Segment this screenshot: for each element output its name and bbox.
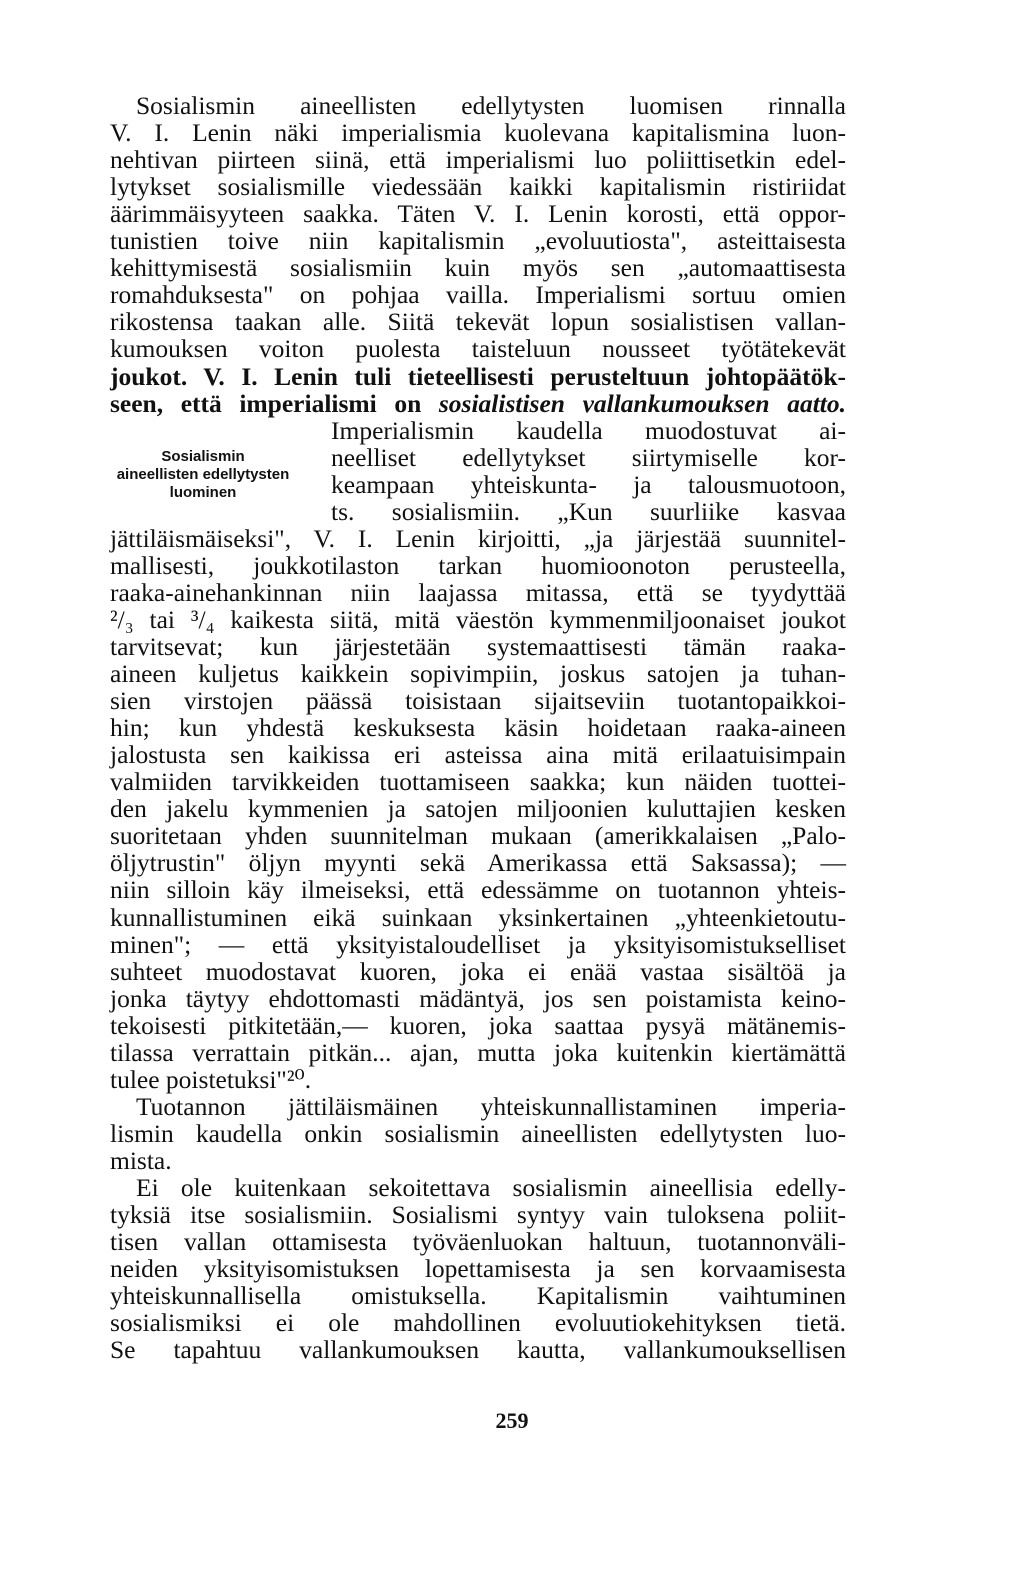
text-line: Tuotannon jättiläismäinen yhteiskunnallistaminen imperia- xyxy=(136,1091,846,1121)
text-line: niin silloin käy ilmeiseksi, että edessämme on tuotannon yhteis- xyxy=(110,875,846,905)
text-line: nehtivan piirteen siinä, että imperialismi luo poliittisetkin edel- xyxy=(110,145,846,175)
text-line: V. I. Lenin näki imperialismia kuolevana kapitalismina luon- xyxy=(110,118,846,148)
margin-heading-line: luominen xyxy=(169,484,237,501)
text-line: tunistien toive niin kapitalismin „evoluutiosta", asteittaisesta xyxy=(110,226,846,256)
margin-heading xyxy=(78,448,328,502)
text-line: tulee poistetuksi"²⁰. xyxy=(110,1064,312,1094)
emphasized-phrase: sosialistisen vallankumouksen aatto. xyxy=(438,388,846,418)
text-line: lismin kaudella onkin sosialismin aineellisten edellytysten luo- xyxy=(110,1118,846,1148)
text-line: öljytrustin" öljyn myynti sekä Amerikassa että Saksassa); — xyxy=(110,848,846,878)
text-line: Imperialismin kaudella muodostuvat ai- xyxy=(331,415,846,445)
text-line: Ei ole kuitenkaan sekoitettava sosialismin aineellisia edelly- xyxy=(136,1173,846,1202)
text-line: mallisesti, joukkotilaston tarkan huomioonoton perusteella, xyxy=(110,550,846,580)
text-line: seen, että imperialismi on sosialistisen vallankumouksen aatto. xyxy=(110,388,846,418)
text-line: Sosialismin aineellisten edellytysten luomisen rinnalla xyxy=(136,91,846,120)
text-line: mista. xyxy=(110,1145,172,1175)
text-line: sosialismiksi ei ole mahdollinen evoluutiokehityksen tietä. xyxy=(110,1308,846,1338)
text-line: jättiläismäiseksi", V. I. Lenin kirjoitti, „ja järjestää suunnitel- xyxy=(110,523,846,553)
text-line: neelliset edellytykset siirtymiselle kor- xyxy=(331,442,846,472)
text-line: aineen kuljetus kaikkein sopivimpiin, joskus satojen ja tuhan- xyxy=(110,659,846,689)
text-line: minen"; — että yksityistaloudelliset ja yksityisomistukselliset xyxy=(110,929,846,959)
page-number: 259 xyxy=(495,1408,529,1433)
text-line: kumouksen voiton puolesta taisteluun nousseet työtätekevät xyxy=(110,334,846,364)
text-line: jalostusta sen kaikissa eri asteissa aina mitä erilaatuisimpain xyxy=(110,740,846,770)
text-line: lytykset sosialismille viedessään kaikki kapitalismin ristiriidat xyxy=(110,172,846,202)
text-line: romahduksesta" on pohjaa vailla. Imperialismi sortuu omien xyxy=(110,280,846,310)
text-line: valmiiden tarvikkeiden tuottamiseen saakka; kun näiden tuottei- xyxy=(110,767,846,797)
text-line: raaka-ainehankinnan niin laajassa mitassa, että se tyydyttää xyxy=(110,577,846,607)
text-line: Se tapahtuu vallankumouksen kautta, vallankumouksellisen xyxy=(110,1335,846,1365)
text-line: neiden yksityisomistuksen lopettamisesta ja sen korvaamisesta xyxy=(110,1254,846,1284)
text-line: tekoisesti pitkitetään,— kuoren, joka saattaa pysyä mätänemis- xyxy=(110,1010,846,1040)
text-line: joukot. V. I. Lenin tuli tieteellisesti perusteltuun johtopäätök- xyxy=(110,361,846,391)
text-line: jonka täytyy ehdottomasti mädäntyä, jos sen poistamista keino- xyxy=(110,983,846,1013)
text-line: suhteet muodostavat kuoren, joka ei enää vastaa sisältöä ja xyxy=(110,956,846,986)
text-line: keampaan yhteiskunta- ja talousmuotoon, xyxy=(331,469,846,499)
text-line: tarvitsevat; kun järjestetään systemaattisesti tämän raaka- xyxy=(110,632,846,661)
text-line: äärimmäisyyteen saakka. Täten V. I. Lenin korosti, että oppor- xyxy=(110,199,846,229)
text-line: tisen vallan ottamisesta työväenluokan haltuun, tuotannonväli- xyxy=(110,1227,846,1257)
margin-heading-line: Sosialismin xyxy=(161,448,245,465)
margin-heading-line: aineellisten edellytysten xyxy=(116,466,290,483)
text-line: kunnallistuminen eikä suinkaan yksinkertainen „yhteenkietoutu- xyxy=(110,902,846,932)
text-line: tyksiä itse sosialismiin. Sosialismi syntyy vain tuloksena poliit- xyxy=(110,1200,846,1230)
text-line: ²/₃ tai ³/₄ kaikesta siitä, mitä väestön kymmenmiljoonaiset joukot xyxy=(110,604,846,634)
text-line: yhteiskunnallisella omistuksella. Kapitalismin vaihtuminen xyxy=(110,1281,846,1311)
text-line: ts. sosialismiin. „Kun suurliike kasvaa xyxy=(331,496,846,526)
text-line: den jakelu kymmenien ja satojen miljoonien kuluttajien kesken xyxy=(110,794,846,824)
text-line: tilassa verrattain pitkän... ajan, mutta joka kuitenkin kiertämättä xyxy=(110,1037,846,1067)
text-line: sien virstojen päässä toisistaan sijaitseviin tuotantopaikkoi- xyxy=(110,686,846,716)
text-line: suoritetaan yhden suunnitelman mukaan (amerikkalaisen „Palo- xyxy=(110,821,846,851)
text-line: hin; kun yhdestä keskuksesta käsin hoidetaan raaka-aineen xyxy=(110,713,846,743)
text-line: kehittymisestä sosialismiin kuin myös sen „automaattisesta xyxy=(110,253,846,283)
text-line: rikostensa taakan alle. Siitä tekevät lopun sosialistisen vallan- xyxy=(110,307,846,337)
